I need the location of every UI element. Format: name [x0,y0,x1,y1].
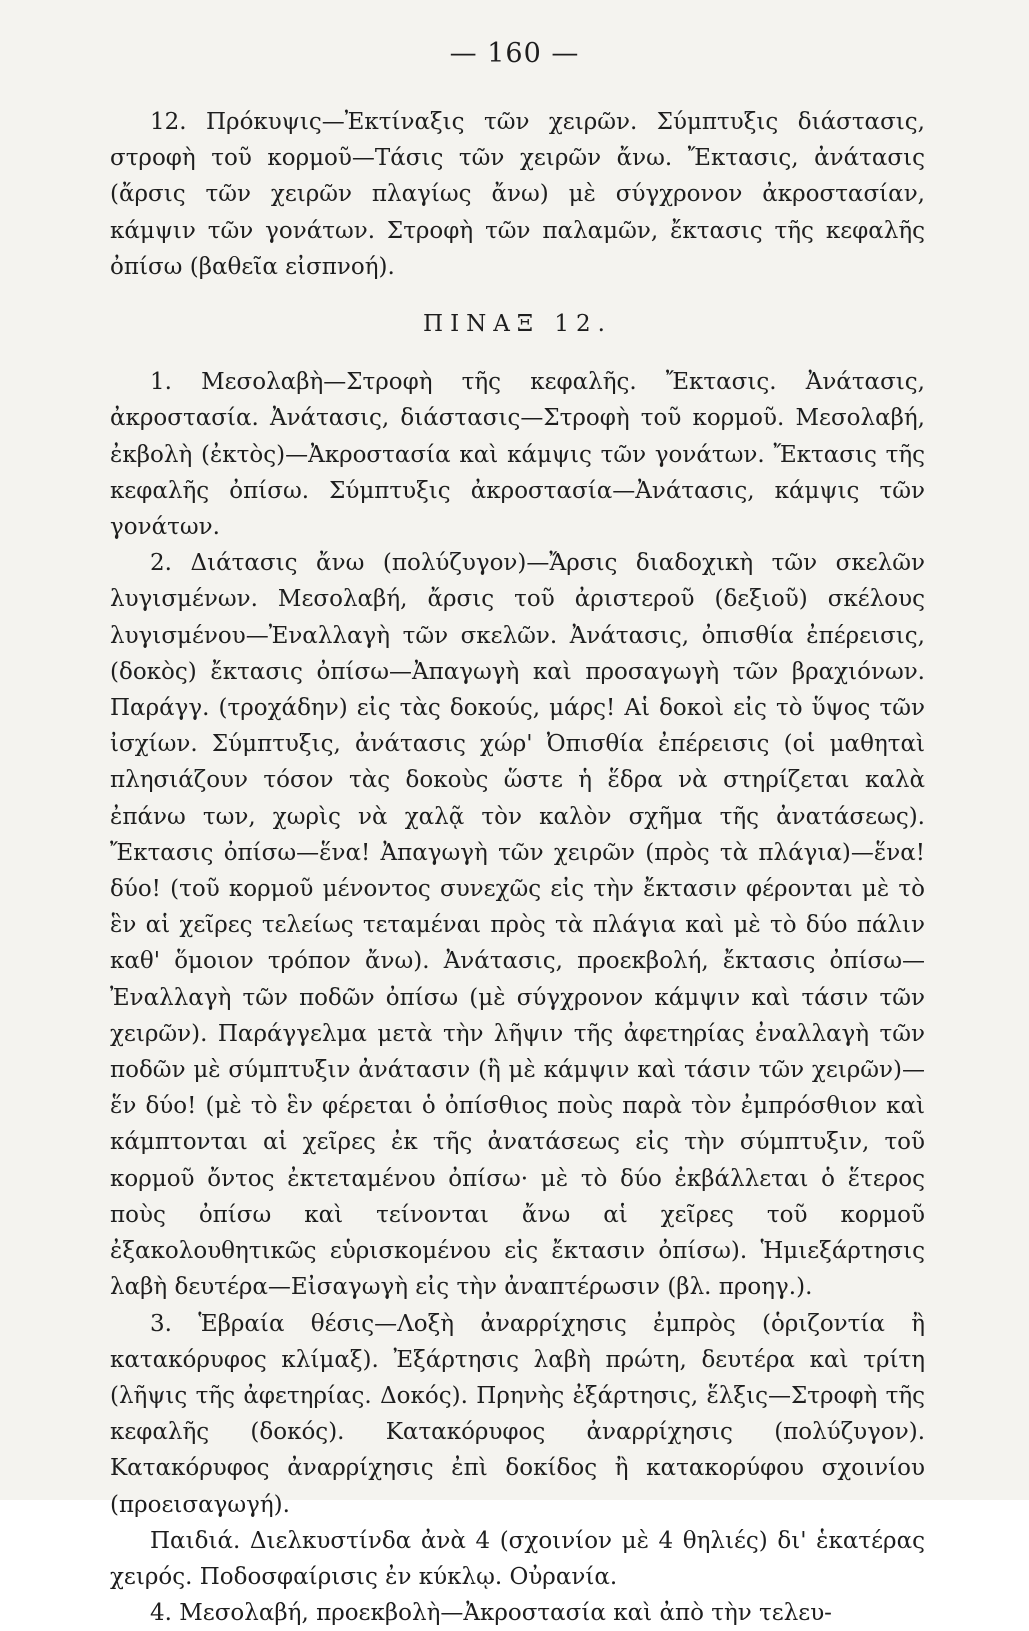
paragraph-item-4: 4. Μεσολαβή, προεκβολὴ—Ἀκροστασία καὶ ἀπὸ τὴν τελευ- [150,1600,832,1627]
paragraph-item-3: 3. Ἑβραία θέσις—Λοξὴ ἀναρρίχησις ἐμπρὸς (ὁριζοντία ἢ κατακόρυφος κλίμαξ). Ἐξάρτησις λαβὴ πρώτη, δευτέρα καὶ τρίτη (λῆψις τῆς ἀφετηρίας. Δοκός). Πρηνὴς ἐξάρτησις, ἕλξις—Στροφὴ τῆς κεφαλῆς (δοκός). Κατακόρυφος ἀναρρίχησις (πολύζυγον). Κατακόρυφος ἀναρρίχησις ἐπὶ δοκίδος ἢ κατακορύφου σχοινίου (προεισαγωγή). [110,1310,925,1518]
paragraph-item-1: 1. Μεσολαβὴ—Στροφὴ τῆς κεφαλῆς. Ἔκτασις. Ἀνάτασις, ἀκροστασία. Ἀνάτασις, διάστασις—Στροφὴ τοῦ κορμοῦ. Μεσολαβή, ἐκβολὴ (ἐκτὸς)—Ἀκροστασία καὶ κάμψις τῶν γονάτων. Ἔκτασις τῆς κεφαλῆς ὀπίσω. Σύμπτυξις ἀκροστασία—Ἀνάτασις, κάμψις τῶν γονάτων. [110,369,925,541]
paragraph-exercise-12: 12. Πρόκυψις—Ἐκτίναξις τῶν χειρῶν. Σύμπτυξις διάστασις, στροφὴ τοῦ κορμοῦ—Τάσις τῶν χειρῶν ἄνω. Ἔκτασις, ἀνάτασις (ἄρσις τῶν χειρῶν πλαγίως ἄνω) μὲ σύγχρονον ἀκροστασίαν, κάμψιν τῶν γονάτων. Στροφὴ τῶν παλαμῶν, ἔκτασις τῆς κεφαλῆς ὀπίσω (βαθεῖα εἰσπνοή). [110,109,925,280]
table-heading: ΠΙΝΑΞ 12. [423,311,612,338]
paragraph-item-2: 2. Διάτασις ἄνω (πολύζυγον)—Ἄρσις διαδοχικὴ τῶν σκελῶν λυγισμένων. Μεσολαβή, ἄρσις τοῦ ἀριστεροῦ (δεξιοῦ) σκέλους λυγισμένου—Ἐναλλαγὴ τῶν σκελῶν. Ἀνάτασις, ὀπισθία ἐπέρεισις, (δοκὸς) ἔκτασις ὀπίσω—Ἀπαγωγὴ καὶ προσαγωγὴ τῶν βραχιόνων. Παράγγ. (τροχάδην) εἰς τὰς δοκούς, μάρς! Αἱ δοκοὶ εἰς τὸ ὕψος τῶν ἰσχίων. Σύμπτυξις, ἀνάτασις χώρ' Ὀπισθία ἐπέρεισις (οἱ μαθηταὶ πλησιάζουν τόσον τὰς δοκοὺς ὥστε ἡ ἕδρα νὰ στηρίζεται καλὰ ἐπάνω των, χωρὶς νὰ χαλᾷ τὸν καλὸν σχῆμα τῆς ἀνατάσεως). Ἔκτασις ὀπίσω—ἕνα! Ἀπαγωγὴ τῶν χειρῶν (πρὸς τὰ πλάγια)—ἕνα! δύο! (τοῦ κορμοῦ μένοντος συνεχῶς εἰς τὴν ἔκτασιν φέρονται μὲ τὸ ἓν αἱ χεῖρες τελείως τεταμέναι πρὸς τὰ πλάγια καὶ μὲ τὸ δύο πάλιν καθ' ὅμοιον τρόπον ἄνω). Ἀνάτασις, προεκβολή, ἔκτασις ὀπίσω—Ἐναλλαγὴ τῶν ποδῶν ὀπίσω (μὲ σύγχρονον κάμψιν καὶ τάσιν τῶν χειρῶν). Παράγγελμα μετὰ τὴν λῆψιν τῆς ἀφετηρίας ἐναλλαγὴ τῶν ποδῶν μὲ σύμπτυξιν ἀνάτασιν (ἢ μὲ κάμψιν καὶ τάσιν τῶν χειρῶν)—ἕν δύο! (μὲ τὸ ἓν φέρεται ὁ ὀπίσθιος ποὺς παρὰ τὸν ἐμπρόσθιον καὶ κάμπτονται αἱ χεῖρες ἐκ τῆς ἀνατάσεως εἰς τὴν σύμπτυξιν, τοῦ κορμοῦ ὄντος ἐκτεταμένου ὀπίσω· μὲ τὸ δύο ἐκβάλλεται ὁ ἕτερος ποὺς ὀπίσω καὶ τείνονται ἄνω αἱ χεῖρες τοῦ κορμοῦ ἐξακολουθητικῶς εὑρισκομένου εἰς ἔκτασιν ὀπίσω). Ἡμιεξάρτησις λαβὴ δευτέρα—Εἰσαγωγὴ εἰς τὴν ἀναπτέρωσιν (βλ. προηγ.). [110,550,925,1301]
paragraph-games: Παιδιά. Διελκυστίνδα ἀνὰ 4 (σχοινίον μὲ 4 θηλιές) δι' ἑκατέρας χειρός. Ποδοσφαίρισις ἐν κύκλῳ. Οὐρανία. [110,1527,925,1590]
page-number: — 160 — [449,38,580,69]
page-body [110,104,925,1631]
